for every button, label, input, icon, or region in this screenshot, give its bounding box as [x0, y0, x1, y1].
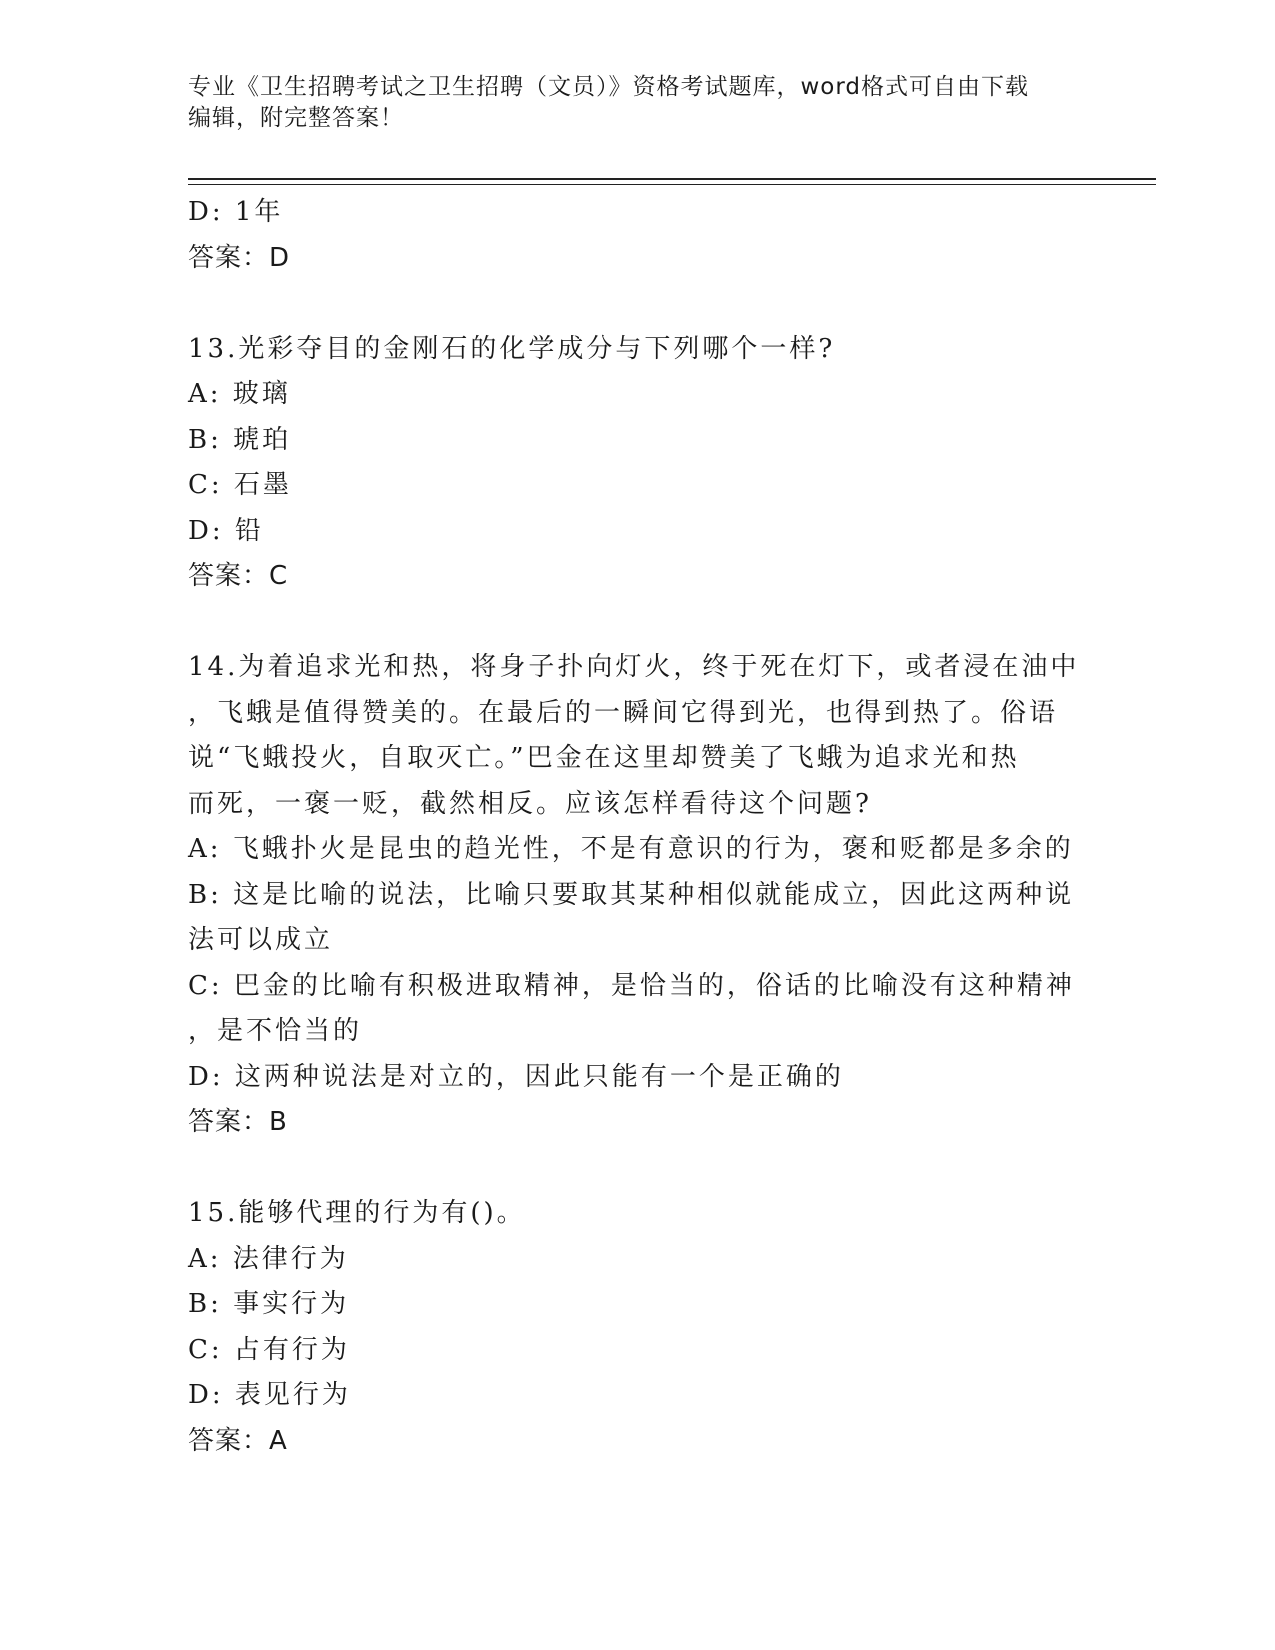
option-c: C: 石墨	[188, 470, 292, 500]
prev-question-tail	[188, 190, 1088, 281]
answer-line: 答案：D	[188, 242, 291, 273]
question-text: 而死，一褒一贬，截然相反。应该怎样看待这个问题?	[188, 788, 872, 819]
answer-line: 答案：B	[188, 1107, 288, 1137]
question-text: ，飞蛾是值得赞美的。在最后的一瞬间它得到光，也得到热了。俗语	[188, 697, 1059, 728]
header-divider-thick	[188, 178, 1156, 180]
spacer	[188, 600, 1088, 646]
option-c: C: 占有行为	[188, 1334, 350, 1365]
question-text: 13.光彩夺目的金刚石的化学成分与下列哪个一样?	[188, 333, 836, 364]
option-b: B: 事实行为	[188, 1289, 350, 1319]
option-a: A: 法律行为	[188, 1243, 349, 1274]
header-divider-thin	[188, 184, 1156, 185]
document-header	[188, 72, 1088, 134]
header-line-1: 专业《卫生招聘考试之卫生招聘（文员）》资格考试题库，word格式可自由下载	[188, 74, 1030, 100]
option-d: D: 铅	[188, 515, 264, 546]
option-a: A: 玻璃	[188, 379, 291, 409]
question-14	[188, 645, 1088, 1146]
question-text: 说“飞蛾投火，自取灭亡。”巴金在这里却赞美了飞蛾为追求光和热	[188, 743, 1020, 773]
option-d: D: 这两种说法是对立的，因此只能有一个是正确的	[188, 1061, 844, 1092]
option-a: A: 飞蛾扑火是昆虫的趋光性，不是有意识的行为，褒和贬都是多余的	[188, 834, 1074, 864]
option-b-continued: 法可以成立	[188, 925, 334, 955]
option-c: C: 巴金的比喻有积极进取精神，是恰当的，俗话的比喻没有这种精神	[188, 970, 1075, 1001]
question-text: 14.为着追求光和热，将身子扑向灯火，终于死在灯下，或者浸在油中	[188, 652, 1080, 682]
answer-line: 答案：A	[188, 1425, 288, 1456]
option-d: D: 表见行为	[188, 1380, 351, 1410]
question-15	[188, 1191, 1088, 1464]
question-text: 15.能够代理的行为有()。	[188, 1198, 526, 1228]
answer-line: 答案：C	[188, 561, 289, 591]
spacer	[188, 281, 1088, 327]
question-13	[188, 327, 1088, 600]
option-d: D: 1年	[188, 197, 284, 227]
question-list	[188, 190, 1088, 1464]
option-b: B: 这是比喻的说法，比喻只要取其某种相似就能成立，因此这两种说	[188, 879, 1075, 910]
option-b: B: 琥珀	[188, 424, 292, 455]
option-c-continued: ，是不恰当的	[188, 1016, 363, 1046]
spacer	[188, 1146, 1088, 1192]
header-line-2: 编辑，附完整答案！	[188, 105, 404, 131]
